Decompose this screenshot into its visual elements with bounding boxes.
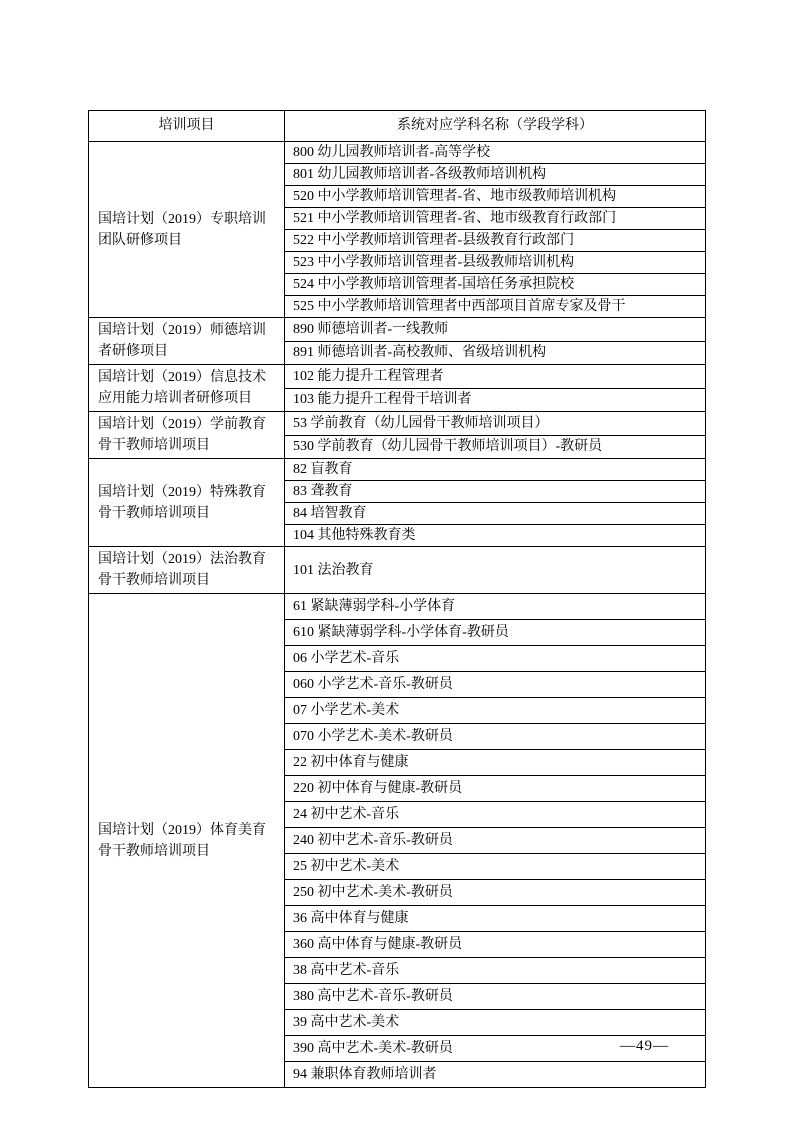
table-row bbox=[89, 547, 706, 594]
subject-cell: 38 高中艺术-音乐 bbox=[285, 958, 706, 984]
subject-cell: 250 初中艺术-美术-教研员 bbox=[285, 880, 706, 906]
subject-cell: 240 初中艺术-音乐-教研员 bbox=[285, 828, 706, 854]
project-cell: 国培计划（2019）学前教育骨干教师培训项目 bbox=[89, 412, 285, 459]
document-page bbox=[88, 110, 706, 1088]
project-cell: 国培计划（2019）体育美育骨干教师培训项目 bbox=[89, 594, 285, 1088]
subject-cell: 800 幼儿园教师培训者-高等学校 bbox=[285, 142, 706, 164]
project-cell: 国培计划（2019）法治教育骨干教师培训项目 bbox=[89, 547, 285, 594]
header-row bbox=[89, 111, 706, 142]
subject-cell: 39 高中艺术-美术 bbox=[285, 1010, 706, 1036]
subject-cell: 525 中小学教师培训管理者中西部项目首席专家及骨干 bbox=[285, 296, 706, 318]
subject-cell: 25 初中艺术-美术 bbox=[285, 854, 706, 880]
project-cell: 国培计划（2019）专职培训团队研修项目 bbox=[89, 142, 285, 318]
subject-cell: 61 紧缺薄弱学科-小学体育 bbox=[285, 594, 706, 620]
subject-cell: 520 中小学教师培训管理者-省、地市级教师培训机构 bbox=[285, 186, 706, 208]
subject-cell: 22 初中体育与健康 bbox=[285, 750, 706, 776]
table-row bbox=[89, 412, 706, 436]
subject-cell: 104 其他特殊教育类 bbox=[285, 525, 706, 547]
subject-cell: 390 高中艺术-美术-教研员 bbox=[285, 1036, 706, 1062]
page-number: —49— bbox=[620, 1038, 669, 1054]
subject-cell: 94 兼职体育教师培训者 bbox=[285, 1062, 706, 1088]
subject-cell: 36 高中体育与健康 bbox=[285, 906, 706, 932]
column-header-subjects: 系统对应学科名称（学段学科） bbox=[285, 111, 706, 142]
column-header-project: 培训项目 bbox=[89, 111, 285, 142]
table-row bbox=[89, 459, 706, 481]
subject-cell: 83 聋教育 bbox=[285, 481, 706, 503]
subject-cell: 891 师德培训者-高校教师、省级培训机构 bbox=[285, 341, 706, 365]
table-body bbox=[89, 142, 706, 1088]
subject-cell: 06 小学艺术-音乐 bbox=[285, 646, 706, 672]
project-cell: 国培计划（2019）特殊教育骨干教师培训项目 bbox=[89, 459, 285, 547]
table-row bbox=[89, 142, 706, 164]
subject-cell: 07 小学艺术-美术 bbox=[285, 698, 706, 724]
subject-cell: 070 小学艺术-美术-教研员 bbox=[285, 724, 706, 750]
project-cell: 国培计划（2019）信息技术应用能力培训者研修项目 bbox=[89, 365, 285, 412]
subject-cell: 360 高中体育与健康-教研员 bbox=[285, 932, 706, 958]
subject-cell: 84 培智教育 bbox=[285, 503, 706, 525]
subject-cell: 523 中小学教师培训管理者-县级教师培训机构 bbox=[285, 252, 706, 274]
subject-cell: 103 能力提升工程骨干培训者 bbox=[285, 388, 706, 412]
subject-cell: 522 中小学教师培训管理者-县级教育行政部门 bbox=[285, 230, 706, 252]
subject-cell: 060 小学艺术-音乐-教研员 bbox=[285, 672, 706, 698]
subject-cell: 530 学前教育（幼儿园骨干教师培训项目）-教研员 bbox=[285, 435, 706, 459]
table-row bbox=[89, 365, 706, 389]
subject-cell: 610 紧缺薄弱学科-小学体育-教研员 bbox=[285, 620, 706, 646]
subject-cell: 101 法治教育 bbox=[285, 547, 706, 594]
subject-cell: 53 学前教育（幼儿园骨干教师培训项目） bbox=[285, 412, 706, 436]
table-row bbox=[89, 594, 706, 620]
project-cell: 国培计划（2019）师德培训者研修项目 bbox=[89, 318, 285, 365]
subject-cell: 521 中小学教师培训管理者-省、地市级教育行政部门 bbox=[285, 208, 706, 230]
subject-cell: 380 高中艺术-音乐-教研员 bbox=[285, 984, 706, 1010]
subject-cell: 801 幼儿园教师培训者-各级教师培训机构 bbox=[285, 164, 706, 186]
subject-cell: 890 师德培训者-一线教师 bbox=[285, 318, 706, 342]
subject-cell: 102 能力提升工程管理者 bbox=[285, 365, 706, 389]
subject-cell: 82 盲教育 bbox=[285, 459, 706, 481]
subject-cell: 220 初中体育与健康-教研员 bbox=[285, 776, 706, 802]
training-table bbox=[88, 110, 706, 1088]
table-row bbox=[89, 318, 706, 342]
subject-cell: 524 中小学教师培训管理者-国培任务承担院校 bbox=[285, 274, 706, 296]
subject-cell: 24 初中艺术-音乐 bbox=[285, 802, 706, 828]
